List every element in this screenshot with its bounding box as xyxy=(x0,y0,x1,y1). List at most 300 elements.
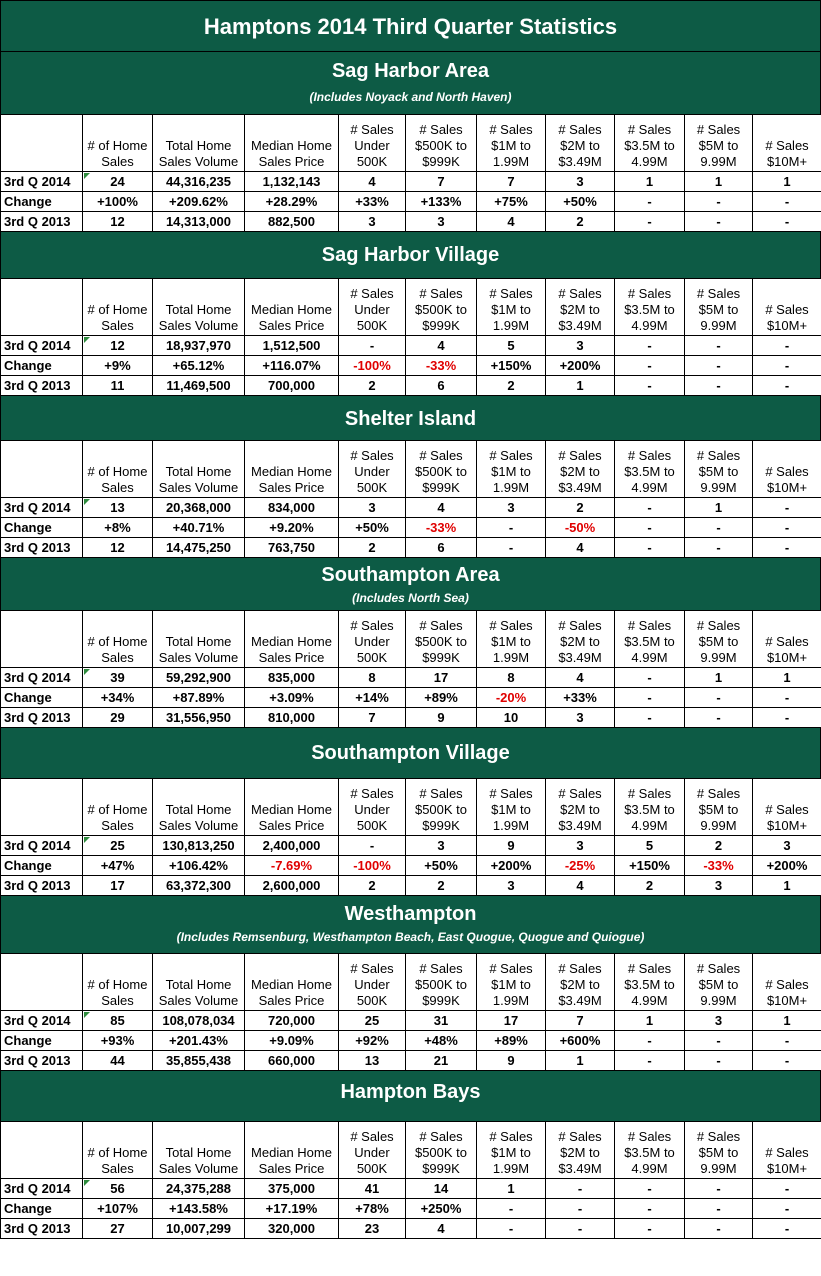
column-header-5m-9-99m xyxy=(685,779,753,836)
column-header-line: # Sales xyxy=(558,122,602,137)
column-header-2m-3-49m xyxy=(546,611,615,668)
column-header-500k-999k xyxy=(406,441,477,498)
column-header-line: $3.49M xyxy=(558,818,602,833)
blank-header-cell xyxy=(1,1122,83,1179)
cell-median-price: 320,000 xyxy=(245,1219,339,1239)
column-header-5m-9-99m xyxy=(685,441,753,498)
stats-table xyxy=(0,1121,821,1239)
column-header-1m-1-99m xyxy=(477,441,546,498)
cell-10m-plus: - xyxy=(753,688,821,708)
cell-home-sales: +34% xyxy=(83,688,153,708)
cell-5m-9-99m: - xyxy=(685,192,753,212)
cell-total-volume: 63,372,300 xyxy=(153,876,245,896)
cell-home-sales xyxy=(83,668,153,688)
cell-home-sales xyxy=(83,336,153,356)
cell-under-500k: 2 xyxy=(339,538,406,558)
cell-marker-icon xyxy=(84,837,90,843)
cell-5m-9-99m: - xyxy=(685,1179,753,1199)
column-header-10m-plus xyxy=(753,115,821,172)
cell-value: 13 xyxy=(110,500,125,515)
column-header-line: # Sales xyxy=(419,618,463,633)
cell-home-sales: +8% xyxy=(83,518,153,538)
cell-2m-3-49m: - xyxy=(546,1219,615,1239)
blank-header-cell xyxy=(1,441,83,498)
cell-median-price: 1,132,143 xyxy=(245,172,339,192)
column-header-line: # Sales xyxy=(627,618,672,633)
column-header-line: 4.99M xyxy=(631,650,668,665)
column-header-line: $3.5M to xyxy=(624,802,675,817)
column-header-under-500k xyxy=(339,279,406,336)
row-label: 3rd Q 2014 xyxy=(1,336,83,356)
column-header-line: $3.49M xyxy=(558,318,602,333)
cell-home-sales xyxy=(83,498,153,518)
cell-1m-1-99m: +89% xyxy=(477,1031,546,1051)
section-title: Southampton Area xyxy=(321,564,500,586)
column-header-line: # Sales xyxy=(558,286,602,301)
column-header-line: Median Home xyxy=(251,634,332,649)
cell-median-price: +28.29% xyxy=(245,192,339,212)
column-header-line: Under xyxy=(354,138,390,153)
column-header-line: # Sales xyxy=(558,448,602,463)
column-header-line: $3.49M xyxy=(558,154,602,169)
row-label: 3rd Q 2014 xyxy=(1,836,83,856)
section-subtitle: (Includes Noyack and North Haven) xyxy=(309,90,512,104)
cell-1m-1-99m: +75% xyxy=(477,192,546,212)
cell-5m-9-99m: - xyxy=(685,356,753,376)
column-header-total-volume xyxy=(153,954,245,1011)
cell-2m-3-49m: - xyxy=(546,1199,615,1219)
stats-table xyxy=(0,440,821,558)
cell-500k-999k: 6 xyxy=(406,376,477,396)
cell-total-volume: 18,937,970 xyxy=(153,336,245,356)
column-header-line: 9.99M xyxy=(700,480,737,495)
table-row xyxy=(1,1219,821,1239)
cell-total-volume: 130,813,250 xyxy=(153,836,245,856)
cell-10m-plus: 1 xyxy=(753,172,821,192)
column-header-line: 1.99M xyxy=(492,154,530,169)
section-header xyxy=(0,232,821,278)
column-header-10m-plus xyxy=(753,779,821,836)
cell-home-sales: 29 xyxy=(83,708,153,728)
cell-total-volume: 35,855,438 xyxy=(153,1051,245,1071)
column-header-line: 1.99M xyxy=(492,480,530,495)
cell-2m-3-49m: 3 xyxy=(546,708,615,728)
column-header-line: $1M to xyxy=(491,977,531,992)
column-header-line: # Sales xyxy=(489,286,533,301)
cell-home-sales: +9% xyxy=(83,356,153,376)
column-header-line: 4.99M xyxy=(631,993,668,1008)
column-header-row xyxy=(1,954,821,1011)
section-title: Hampton Bays xyxy=(340,1081,481,1103)
cell-2m-3-49m: 3 xyxy=(546,172,615,192)
cell-1m-1-99m: -20% xyxy=(477,688,546,708)
column-header-line: # Sales xyxy=(350,448,394,463)
column-header-median-price xyxy=(245,115,339,172)
cell-10m-plus: - xyxy=(753,1031,821,1051)
cell-500k-999k: +133% xyxy=(406,192,477,212)
column-header-line: # Sales xyxy=(627,786,672,801)
row-label: 3rd Q 2013 xyxy=(1,1219,83,1239)
table-row xyxy=(1,518,821,538)
table-row xyxy=(1,836,821,856)
column-header-2m-3-49m xyxy=(546,779,615,836)
cell-home-sales: 11 xyxy=(83,376,153,396)
column-header-line: # Sales xyxy=(765,802,809,817)
table-row xyxy=(1,1179,821,1199)
column-header-500k-999k xyxy=(406,779,477,836)
column-header-line: $500K to xyxy=(414,977,468,992)
cell-1m-1-99m: 7 xyxy=(477,172,546,192)
column-header-line: $3.5M to xyxy=(624,977,675,992)
column-header-line: Total Home xyxy=(165,138,232,153)
column-header-line: # Sales xyxy=(489,1129,533,1144)
cell-under-500k: 4 xyxy=(339,172,406,192)
row-label: 3rd Q 2013 xyxy=(1,538,83,558)
column-header-500k-999k xyxy=(406,1122,477,1179)
cell-1m-1-99m: - xyxy=(477,518,546,538)
column-header-line: 1.99M xyxy=(492,1161,530,1176)
column-header-line: $5M to xyxy=(698,977,739,992)
cell-10m-plus: - xyxy=(753,1179,821,1199)
cell-3-5m-4-99m: 1 xyxy=(615,1011,685,1031)
cell-3-5m-4-99m: - xyxy=(615,688,685,708)
cell-total-volume: 24,375,288 xyxy=(153,1179,245,1199)
column-header-1m-1-99m xyxy=(477,115,546,172)
table-row xyxy=(1,1011,821,1031)
cell-marker-icon xyxy=(84,173,90,179)
cell-3-5m-4-99m: - xyxy=(615,538,685,558)
column-header-line: $3.49M xyxy=(558,993,602,1008)
cell-home-sales: 12 xyxy=(83,212,153,232)
row-label: 3rd Q 2013 xyxy=(1,1051,83,1071)
cell-5m-9-99m: - xyxy=(685,688,753,708)
cell-500k-999k: 4 xyxy=(406,498,477,518)
cell-5m-9-99m: - xyxy=(685,1199,753,1219)
column-header-line: # Sales xyxy=(558,786,602,801)
row-label: 3rd Q 2014 xyxy=(1,1179,83,1199)
stats-table xyxy=(0,278,821,396)
cell-10m-plus: 1 xyxy=(753,668,821,688)
cell-median-price: +3.09% xyxy=(245,688,339,708)
column-header-line: # Sales xyxy=(350,1129,394,1144)
column-header-line: $2M to xyxy=(560,464,600,479)
cell-under-500k: -100% xyxy=(339,856,406,876)
column-header-median-price xyxy=(245,279,339,336)
cell-median-price: 2,600,000 xyxy=(245,876,339,896)
column-header-line: $3.49M xyxy=(558,650,602,665)
cell-median-price: 375,000 xyxy=(245,1179,339,1199)
column-header-line: Sales Price xyxy=(258,480,325,495)
column-header-line: # Sales xyxy=(558,961,602,976)
cell-3-5m-4-99m: 5 xyxy=(615,836,685,856)
row-label: Change xyxy=(1,1199,83,1219)
column-header-line: # Sales xyxy=(350,618,394,633)
column-header-line: # Sales xyxy=(419,961,463,976)
column-header-line: 1.99M xyxy=(492,993,530,1008)
column-header-line: Total Home xyxy=(165,802,232,817)
cell-500k-999k: -33% xyxy=(406,518,477,538)
cell-500k-999k: 21 xyxy=(406,1051,477,1071)
column-header-line: # Sales xyxy=(627,122,672,137)
column-header-line: # of Home xyxy=(87,1145,148,1160)
cell-under-500k: 2 xyxy=(339,876,406,896)
cell-500k-999k: -33% xyxy=(406,356,477,376)
column-header-line: Sales Price xyxy=(258,318,325,333)
cell-under-500k: 7 xyxy=(339,708,406,728)
column-header-line: Median Home xyxy=(251,977,332,992)
cell-10m-plus: - xyxy=(753,518,821,538)
cell-10m-plus: 1 xyxy=(753,876,821,896)
column-header-500k-999k xyxy=(406,279,477,336)
column-header-line: Sales Price xyxy=(258,818,325,833)
row-label: 3rd Q 2013 xyxy=(1,876,83,896)
cell-median-price: +9.09% xyxy=(245,1031,339,1051)
column-header-total-volume xyxy=(153,441,245,498)
cell-2m-3-49m: +33% xyxy=(546,688,615,708)
cell-500k-999k: 31 xyxy=(406,1011,477,1031)
column-header-500k-999k xyxy=(406,954,477,1011)
cell-2m-3-49m: +200% xyxy=(546,356,615,376)
section-subtitle: (Includes Remsenburg, Westhampton Beach, East Quogue, Quogue and Quiogue) xyxy=(176,930,645,944)
cell-500k-999k: 4 xyxy=(406,1219,477,1239)
column-header-line: # Sales xyxy=(350,961,394,976)
column-header-line: 4.99M xyxy=(631,818,668,833)
column-header-line: # Sales xyxy=(558,618,602,633)
column-header-line: $10M+ xyxy=(766,318,808,333)
column-header-500k-999k xyxy=(406,115,477,172)
column-header-line: Under xyxy=(354,802,390,817)
cell-under-500k: 3 xyxy=(339,212,406,232)
column-header-line: # Sales xyxy=(489,786,533,801)
column-header-line: 9.99M xyxy=(700,1161,737,1176)
table-row xyxy=(1,856,821,876)
column-header-row xyxy=(1,441,821,498)
column-header-line: $2M to xyxy=(560,977,600,992)
column-header-line: # Sales xyxy=(696,618,741,633)
section-subtitle: (Includes North Sea) xyxy=(352,591,469,605)
cell-2m-3-49m: 3 xyxy=(546,836,615,856)
column-header-line: $2M to xyxy=(560,802,600,817)
column-header-row xyxy=(1,115,821,172)
column-header-2m-3-49m xyxy=(546,279,615,336)
cell-median-price: 763,750 xyxy=(245,538,339,558)
cell-3-5m-4-99m: 1 xyxy=(615,172,685,192)
column-header-2m-3-49m xyxy=(546,1122,615,1179)
column-header-line: $500K to xyxy=(414,1145,468,1160)
column-header-line: # Sales xyxy=(350,122,394,137)
column-header-line: Sales xyxy=(101,318,134,333)
cell-1m-1-99m: - xyxy=(477,538,546,558)
column-header-line: # Sales xyxy=(419,122,463,137)
cell-home-sales: 44 xyxy=(83,1051,153,1071)
column-header-500k-999k xyxy=(406,611,477,668)
column-header-line: Total Home xyxy=(165,302,232,317)
column-header-line: Sales Volume xyxy=(158,480,239,495)
column-header-line: Sales xyxy=(101,1161,134,1176)
cell-1m-1-99m: 9 xyxy=(477,1051,546,1071)
column-header-line: # Sales xyxy=(350,286,394,301)
section-header xyxy=(0,896,821,953)
table-row xyxy=(1,192,821,212)
column-header-3-5m-4-99m xyxy=(615,611,685,668)
cell-1m-1-99m: 4 xyxy=(477,212,546,232)
column-header-line: $500K to xyxy=(414,802,468,817)
column-header-line: # Sales xyxy=(696,448,741,463)
column-header-line: Sales Price xyxy=(258,1161,325,1176)
cell-median-price: +116.07% xyxy=(245,356,339,376)
column-header-line: # Sales xyxy=(765,634,809,649)
row-label: 3rd Q 2013 xyxy=(1,212,83,232)
column-header-3-5m-4-99m xyxy=(615,279,685,336)
cell-3-5m-4-99m: - xyxy=(615,1051,685,1071)
section-header xyxy=(0,558,821,610)
column-header-line: $3.5M to xyxy=(624,138,675,153)
cell-10m-plus: - xyxy=(753,212,821,232)
cell-marker-icon xyxy=(84,499,90,505)
column-header-line: Sales xyxy=(101,480,134,495)
cell-home-sales: 12 xyxy=(83,538,153,558)
cell-2m-3-49m: 2 xyxy=(546,498,615,518)
cell-3-5m-4-99m: - xyxy=(615,1031,685,1051)
cell-home-sales: 27 xyxy=(83,1219,153,1239)
cell-marker-icon xyxy=(84,337,90,343)
column-header-median-price xyxy=(245,779,339,836)
column-header-10m-plus xyxy=(753,441,821,498)
cell-5m-9-99m: - xyxy=(685,212,753,232)
column-header-line: Sales xyxy=(101,154,134,169)
column-header-line: $3.49M xyxy=(558,480,602,495)
column-header-median-price xyxy=(245,954,339,1011)
column-header-line: 4.99M xyxy=(631,480,668,495)
cell-3-5m-4-99m: - xyxy=(615,668,685,688)
column-header-line: Median Home xyxy=(251,802,332,817)
cell-total-volume: +65.12% xyxy=(153,356,245,376)
cell-500k-999k: +50% xyxy=(406,856,477,876)
column-header-line: # Sales xyxy=(765,464,809,479)
cell-total-volume: 10,007,299 xyxy=(153,1219,245,1239)
column-header-line: $10M+ xyxy=(766,154,808,169)
column-header-line: $1M to xyxy=(491,302,531,317)
column-header-total-volume xyxy=(153,279,245,336)
cell-under-500k: 41 xyxy=(339,1179,406,1199)
column-header-line: $10M+ xyxy=(766,993,808,1008)
column-header-line: Sales xyxy=(101,993,134,1008)
row-label: 3rd Q 2014 xyxy=(1,1011,83,1031)
cell-under-500k: - xyxy=(339,336,406,356)
column-header-line: # Sales xyxy=(489,122,533,137)
cell-total-volume: 14,475,250 xyxy=(153,538,245,558)
cell-median-price: 835,000 xyxy=(245,668,339,688)
stats-table xyxy=(0,114,821,232)
cell-2m-3-49m: +600% xyxy=(546,1031,615,1051)
cell-total-volume: 14,313,000 xyxy=(153,212,245,232)
column-header-line: $10M+ xyxy=(766,480,808,495)
cell-1m-1-99m: 2 xyxy=(477,376,546,396)
cell-500k-999k: +89% xyxy=(406,688,477,708)
column-header-2m-3-49m xyxy=(546,954,615,1011)
column-header-line: # of Home xyxy=(87,977,148,992)
cell-1m-1-99m: 9 xyxy=(477,836,546,856)
column-header-line: 4.99M xyxy=(631,1161,668,1176)
column-header-line: Sales xyxy=(101,818,134,833)
column-header-line: # of Home xyxy=(87,464,148,479)
cell-median-price: 2,400,000 xyxy=(245,836,339,856)
table-row xyxy=(1,172,821,192)
column-header-line: Under xyxy=(354,977,390,992)
table-row xyxy=(1,212,821,232)
cell-home-sales: +47% xyxy=(83,856,153,876)
column-header-line: $10M+ xyxy=(766,650,808,665)
cell-home-sales xyxy=(83,172,153,192)
column-header-line: Total Home xyxy=(165,1145,232,1160)
column-header-line: # Sales xyxy=(489,448,533,463)
cell-median-price: 720,000 xyxy=(245,1011,339,1031)
row-label: Change xyxy=(1,688,83,708)
column-header-under-500k xyxy=(339,1122,406,1179)
cell-3-5m-4-99m: - xyxy=(615,1219,685,1239)
row-label: 3rd Q 2014 xyxy=(1,498,83,518)
column-header-median-price xyxy=(245,441,339,498)
column-header-total-volume xyxy=(153,611,245,668)
column-header-line: $500K to xyxy=(414,138,468,153)
cell-10m-plus: - xyxy=(753,498,821,518)
stats-table xyxy=(0,953,821,1071)
column-header-line: # Sales xyxy=(627,961,672,976)
column-header-line: # Sales xyxy=(696,961,741,976)
column-header-5m-9-99m xyxy=(685,611,753,668)
column-header-line: $3.5M to xyxy=(624,1145,675,1160)
cell-5m-9-99m: - xyxy=(685,538,753,558)
cell-home-sales: +100% xyxy=(83,192,153,212)
column-header-home-sales xyxy=(83,611,153,668)
cell-1m-1-99m: 10 xyxy=(477,708,546,728)
column-header-line: $999K xyxy=(422,318,460,333)
column-header-1m-1-99m xyxy=(477,1122,546,1179)
cell-500k-999k: 3 xyxy=(406,212,477,232)
cell-3-5m-4-99m: - xyxy=(615,708,685,728)
column-header-line: 4.99M xyxy=(631,154,668,169)
cell-5m-9-99m: - xyxy=(685,1051,753,1071)
column-header-line: Total Home xyxy=(165,977,232,992)
cell-5m-9-99m: - xyxy=(685,336,753,356)
column-header-line: # of Home xyxy=(87,634,148,649)
column-header-line: # Sales xyxy=(419,1129,463,1144)
cell-5m-9-99m: - xyxy=(685,1219,753,1239)
table-row xyxy=(1,688,821,708)
column-header-line: $2M to xyxy=(560,302,600,317)
cell-3-5m-4-99m: 2 xyxy=(615,876,685,896)
column-header-line: Sales Price xyxy=(258,154,325,169)
cell-total-volume: +143.58% xyxy=(153,1199,245,1219)
column-header-line: $2M to xyxy=(560,138,600,153)
column-header-line: # Sales xyxy=(696,122,741,137)
column-header-line: 1.99M xyxy=(492,818,530,833)
column-header-3-5m-4-99m xyxy=(615,779,685,836)
column-header-line: $5M to xyxy=(698,1145,739,1160)
cell-total-volume: 108,078,034 xyxy=(153,1011,245,1031)
cell-value: 25 xyxy=(110,838,125,853)
column-header-line: $1M to xyxy=(491,138,531,153)
column-header-line: $3.5M to xyxy=(624,634,675,649)
cell-under-500k: 3 xyxy=(339,498,406,518)
column-header-line: # Sales xyxy=(696,286,741,301)
cell-under-500k: 25 xyxy=(339,1011,406,1031)
cell-total-volume: +209.62% xyxy=(153,192,245,212)
cell-500k-999k: 4 xyxy=(406,336,477,356)
stats-table xyxy=(0,610,821,728)
cell-500k-999k: 17 xyxy=(406,668,477,688)
section-title: Westhampton xyxy=(344,903,477,925)
